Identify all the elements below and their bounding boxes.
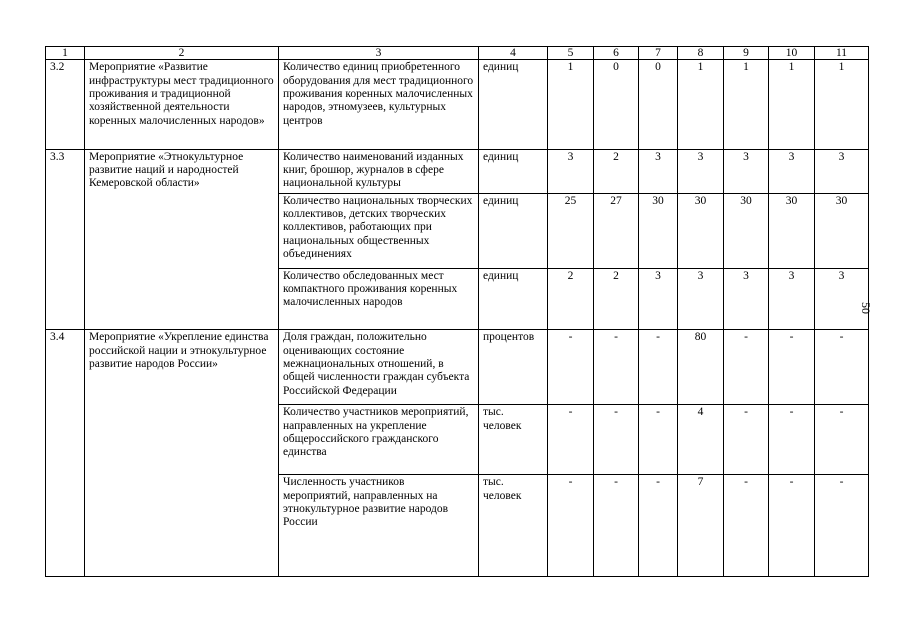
value-cell: -	[548, 475, 594, 577]
value-cell: 0	[594, 60, 639, 149]
value-cell: -	[724, 405, 769, 475]
value-cell: -	[815, 405, 869, 475]
value-cell: -	[815, 330, 869, 405]
value-cell: 3	[639, 268, 678, 330]
unit-cell: тыс. человек	[479, 405, 548, 475]
unit-cell: единиц	[479, 268, 548, 330]
value-cell: -	[724, 475, 769, 577]
value-cell: 3	[678, 149, 724, 193]
column-number: 2	[85, 47, 279, 60]
value-cell: 3	[815, 149, 869, 193]
value-cell: 30	[678, 193, 724, 268]
value-cell: 30	[815, 193, 869, 268]
value-cell: 1	[815, 60, 869, 149]
indicators-table	[45, 46, 869, 577]
value-cell: 3	[815, 268, 869, 330]
column-number: 6	[594, 47, 639, 60]
section-code: 3.3	[46, 149, 85, 330]
indicator-name: Численность участников мероприятий, направленных на этнокультурное развитие народов России	[279, 475, 479, 577]
table-row	[46, 330, 869, 405]
value-cell: 1	[769, 60, 815, 149]
value-cell: 2	[594, 268, 639, 330]
column-number: 10	[769, 47, 815, 60]
value-cell: 2	[548, 268, 594, 330]
section-code: 3.2	[46, 60, 85, 149]
column-number: 9	[724, 47, 769, 60]
value-cell: 3	[769, 149, 815, 193]
indicator-name: Количество участников мероприятий, направленных на укрепление общероссийского гражданского единства	[279, 405, 479, 475]
value-cell: 3	[548, 149, 594, 193]
value-cell: -	[769, 475, 815, 577]
column-number: 5	[548, 47, 594, 60]
value-cell: -	[769, 330, 815, 405]
value-cell: 3	[724, 268, 769, 330]
column-number-row	[46, 47, 869, 60]
event-name: Мероприятие «Этнокультурное развитие наций и народностей Кемеровской области»	[85, 149, 279, 330]
indicator-name: Количество обследованных мест компактного проживания коренных малочисленных народов	[279, 268, 479, 330]
page-number: 50	[859, 302, 873, 314]
indicator-name: Количество единиц приобретенного оборудования для мест традиционного проживания коренных малочисленных народов, этномузеев, культурных центров	[279, 60, 479, 149]
value-cell: -	[769, 405, 815, 475]
value-cell: -	[594, 475, 639, 577]
value-cell: 25	[548, 193, 594, 268]
value-cell: -	[639, 475, 678, 577]
value-cell: 30	[639, 193, 678, 268]
column-number: 3	[279, 47, 479, 60]
value-cell: -	[548, 330, 594, 405]
indicator-name: Доля граждан, положительно оценивающих состояние межнациональных отношений, в общей численности граждан субъекта Российской Федерации	[279, 330, 479, 405]
unit-cell: единиц	[479, 193, 548, 268]
value-cell: 1	[548, 60, 594, 149]
value-cell: 3	[769, 268, 815, 330]
value-cell: 1	[678, 60, 724, 149]
value-cell: -	[639, 330, 678, 405]
value-cell: 27	[594, 193, 639, 268]
unit-cell: процентов	[479, 330, 548, 405]
value-cell: 3	[678, 268, 724, 330]
value-cell: 2	[594, 149, 639, 193]
table-row	[46, 60, 869, 149]
unit-cell: единиц	[479, 60, 548, 149]
value-cell: -	[594, 330, 639, 405]
indicator-name: Количество национальных творческих коллективов, детских творческих коллективов, работающих при национальных общественных объединениях	[279, 193, 479, 268]
column-number: 8	[678, 47, 724, 60]
indicator-name: Количество наименований изданных книг, брошюр, журналов в сфере национальной культуры	[279, 149, 479, 193]
value-cell: -	[724, 330, 769, 405]
column-number: 7	[639, 47, 678, 60]
table-row	[46, 149, 869, 193]
value-cell: 1	[724, 60, 769, 149]
value-cell: 3	[639, 149, 678, 193]
value-cell: 3	[724, 149, 769, 193]
value-cell: 30	[724, 193, 769, 268]
column-number: 11	[815, 47, 869, 60]
unit-cell: тыс. человек	[479, 475, 548, 577]
unit-cell: единиц	[479, 149, 548, 193]
value-cell: -	[815, 475, 869, 577]
value-cell: 0	[639, 60, 678, 149]
value-cell: 7	[678, 475, 724, 577]
event-name: Мероприятие «Укрепление единства российской нации и этнокультурное развитие народов России»	[85, 330, 279, 577]
value-cell: 30	[769, 193, 815, 268]
value-cell: -	[639, 405, 678, 475]
event-name: Мероприятие «Развитие инфраструктуры мест традиционного проживания и традиционной хозяйственной деятельности коренных малочисленных народов»	[85, 60, 279, 149]
value-cell: 4	[678, 405, 724, 475]
column-number: 1	[46, 47, 85, 60]
value-cell: -	[594, 405, 639, 475]
section-code: 3.4	[46, 330, 85, 577]
value-cell: 80	[678, 330, 724, 405]
value-cell: -	[548, 405, 594, 475]
column-number: 4	[479, 47, 548, 60]
